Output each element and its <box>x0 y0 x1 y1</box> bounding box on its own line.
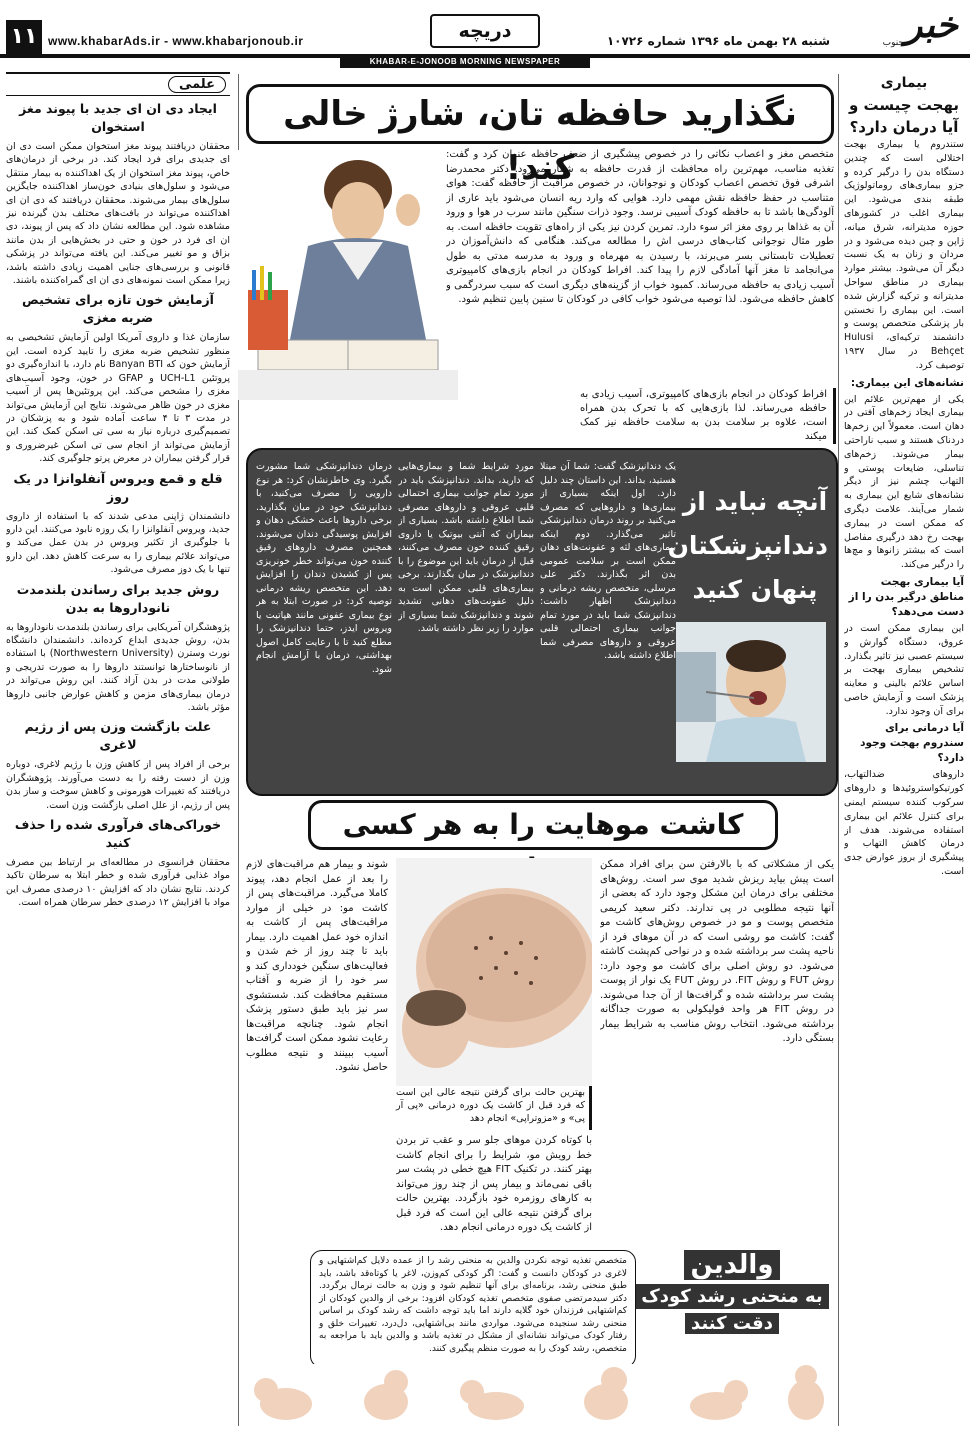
logo-word: خبر <box>905 4 958 46</box>
column-divider <box>838 74 839 1426</box>
behcet-column <box>844 72 964 1424</box>
growth-title-line: دقت کنند <box>685 1313 779 1334</box>
article-body: محققان دریافتند پیوند مغز استخوان ممکن است دی ان ای جدیدی برای فرد ایجاد کند. در برخی از درمان‌های خاص، پیوند مغز استخوان از یک اهداکننده به بیمار منتقل می‌شود و سلول‌های بنیادی خون‌ساز اهداکننده جایگزین سلول‌های بیمار می‌شوند. محققان دریافتند که دی ان ای اهداکننده می‌تواند در بافت‌های مختلف بدن گیرنده نیز مشاهده شود. این مطالعه نشان داد که پس از پیوند، دی ان ای فرد در خون و حتی در بخش‌هایی از بدن مانند بزاق و مو تغییر می‌کند. این یافته می‌تواند در پزشکی قانونی و بررسی‌های جنایی اهمیت زیادی داشته باشد، زیرا ممکن است نمونه‌های دی ان ای گمراه‌کننده باشند. <box>6 141 230 287</box>
memory-caption: افراط کودکان در انجام بازی‌های کامپیوتری، آسیب زیادی به حافظه می‌رساند. لذا بازی‌هایی که با تحرک بدن همراه است، علاوه بر سلامت بدن به سلامت حافظه نیز کمک میکند <box>580 388 836 444</box>
memory-body: متخصص مغز و اعصاب نکاتی را در خصوص پیشگیری از ضعف حافظه عنوان کرد و گفت: تغذیه مناسب، مهم‌ترین راه محافظت از قدرت حافظه به شمار می‌رود. دکتر محمدرضا اشرفی فوق تخصص اعصاب کودکان و نوجوانان، در خصوص مراقبت از حافظه گفت: هوای متناسب در حفظ حافظه نقش مهمی دارد. هوایی که وارد ریه انسان می‌شود باید عاری از آلودگی‌ها باشد تا به حافظه کودک آسیبی نرسد. وجود ذرات سنگین مانند سرب در هوا و ورود آن به غذاها بر روی مغز اثر سوء دارد. تمرین کردن نیز یکی از راه‌های تقویت حافظه است. به طور مثال نوجوانی کتاب‌های درسی اش را مطالعه می‌کند. هنگامی که دانش‌آموزان در تعطیلات تابستانی بسر می‌برند، با رسیدن به مهرماه و ورود به مدرسه مدتی به طول می‌انجامد تا مغز آنها آمادگی لازم را پیدا کند. افراط کودکان در انجام بازی‌های کامپیوتری آسیب زیادی به حافظه می‌رساند. کمبود خواب از گزینه‌های دیگری است که سبب سردرگمی و کاهش حافظه می‌شود. لذا توصیه می‌شود خواب کافی در کودکان تا سنین پایین تنظیم شود. <box>446 149 834 305</box>
logo-sub: جنوب <box>882 38 904 48</box>
implant-headline <box>308 800 778 850</box>
behcet-body: ستندروم یا بیماری بهجت اختلالی است که چندین دستگاه بدن را درگیر کرده و جزو بیماری‌های روماتولوژیک طبقه بندی می‌شود. این بیماری اغلب در کشورهای حوزه مدیترانه، شرق میانه، ژاپن و چین دیده می‌شود و در مردان و زنان به یک نسبت دیگر آن می‌شود. بیشتر موارد بیماری در مناطق سواحل مدیترانه و ترکیه گزارش شده است. این بیماری را نخستین بار پزشکی متخصص پوست و دانشمند ترکیه‌ای، Hulusi Behçet در سال ۱۹۳۷ توصیف کرد. <box>844 139 964 371</box>
site-urls[interactable]: www.khabarAds.ir - www.khabarjonoub.ir <box>48 34 304 48</box>
dentist-col: یک دندانپزشک گفت: شما آن میتلا هستید، بداند. این داستان چند دلیل دارد. اول اینکه بسیاری از بیماری‌ها و داروهایی که مصرف می‌کنید بر روند درمان دندانپزشکی تاثیر می‌گذارد. دوم اینکه بیماری‌های لثه و عفونت‌های دهان ممکن است بر سلامت عمومی بدن اثر بگذارند. دکتر علی مرسلی، متخصص ریشه درمانی و دندانپزشک اظهار داشت: دندانپزشک شما باید در مورد تمام جوانب بیماری احتمالی قلبی عروقی و داروهای مصرفی شما اطلاع داشته باشد. <box>540 461 676 661</box>
article-title: علت بازگشت وزن پس از رژیم لاغری <box>24 719 212 753</box>
dentist-box <box>246 448 838 796</box>
implant-body-right: یکی از مشکلاتی که با بالارفتن سن برای افراد ممکن است پیش بیاید ریزش شدید موی سر است. روش‌های مختلفی برای درمان این مشکل وجود دارد که بعضی از آنها نتیجه مطلوبی در پی ندارند. دکتر سعید کریمی متخصص پوست و مو در خصوص روش‌های کاشت مو گفت: کاشت مو روشی است که در آن موهای فرد از ناحیه پشت سر برداشته شده و در نواحی کم‌پشت کاشته می‌شود. دو روش اصلی برای کاشت مو وجود دارد: روش FUT و روش FIT. در روش FUT یک نوار از پوست پشت سر برداشته شده و گرافت‌ها از آن جدا می‌شوند. در روش FIT هر واحد فولیکولی به صورت جداگانه برداشته می‌شود. انتخاب روش مناسب به شرایط بیمار بستگی دارد. <box>600 859 834 1044</box>
english-strip: KHABAR-E-JONOOB MORNING NEWSPAPER <box>340 56 590 68</box>
memory-headline-text: نگذارید حافظه تان، شارژ خالی کند! <box>283 94 797 188</box>
babies-photo <box>246 1364 834 1424</box>
issue-date: شنبه ۲۸ بهمن ماه ۱۳۹۶ شماره ۱۰۷۲۶ <box>606 34 830 48</box>
behcet-subhead: آیا درمانی برای سندروم بهجت وجود دارد؟ <box>860 722 964 765</box>
article-body: دانشمندان ژاپنی مدعی شدند که با استفاده از داروی جدید، ویروس آنفلوانزا را یک روزه نابود می‌کنند. این دارو با جلوگیری از تکثیر ویروس در بدن عمل می‌کند و می‌تواند علائم بیماری را به سرعت کاهش دهد. این دارو تنها با یک دوز مصرف می‌شود. <box>6 510 230 576</box>
behcet-body: این بیماری ممکن است در عروق، دستگاه گوارش و سیستم عصبی نیز تاثیر بگذارد. تشخیص بیماری بهجت بر اساس علائم بالینی و معاینه پزشک است و آزمایش خاصی برای آن وجود ندارد. <box>844 622 964 717</box>
science-badge <box>6 72 230 96</box>
article-title: ایجاد دی ان ای جدید با پیوند مغز استخوان <box>19 101 217 134</box>
article-title: قلع و قمع ویروس آنفلوانزا در یک روز <box>13 470 223 504</box>
growth-title-line: به منحنی رشد کودک <box>635 1284 828 1309</box>
section-title: دریچه <box>430 14 540 48</box>
growth-article <box>246 1246 834 1424</box>
page-number: ۱۱ <box>6 20 42 54</box>
growth-title-line: والدین <box>684 1250 779 1280</box>
implant-caption: بهترین حالت برای گرفتن نتیجه عالی این است که فرد قبل از کاشت یک دوره درمانی «پی آر پی» و «مزوتراپی» انجام دهد <box>396 1086 592 1130</box>
behcet-title-1: بیماری <box>880 75 928 91</box>
masthead <box>0 0 970 70</box>
boy-reading-photo <box>238 150 458 400</box>
implant-body-left: شوند و بیمار هم مراقبت‌های لازم را بعد از عمل انجام دهد، پیوند کاملا می‌گیرد. مراقبت‌های پس از کاشت مو: در خیلی از موارد مراقبت‌های پس از کاشت به اندازه خود عمل اهمیت دارد. بیمار باید تا چند روز از خم شدن و فعالیت‌های سنگین خودداری کند و سر خود را از ضربه و آفتاب مستقیم محافظت کند. شستشوی سر نیز باید طبق دستور پزشک انجام شود. چنانچه مراقبت‌ها رعایت نشود ممکن است گرافت‌ها آسیب ببینند و نتیجه مطلوب حاصل نشود. <box>246 859 388 1073</box>
article-title: خوراکی‌های فرآوری شده را حذف کنید <box>14 817 222 851</box>
growth-title <box>634 1250 830 1334</box>
dentist-patient-photo <box>676 622 826 762</box>
science-column <box>6 72 230 1424</box>
dentist-col: درمان دندانپزشکی شما مشورت بگیرد. وی خاطرنشان کرد: هر نوع دارویی را مصرف می‌کنید، با دندانپزشک خود در میان بگذارید. برخی داروها باعث خشکی دهان و افزایش پوسیدگی دندان می‌شوند. همچنین مصرف داروهای رقیق کننده خون می‌تواند خطر خونریزی پس از کشیدن دندان را افزایش دهد. این متخصص ریشه درمانی توصیه کرد: در صورت ابتلا به هر نوع بیماری عفونی مانند هپاتیت یا ویروس ایدز، حتما دندانپزشک را مطلع کنید تا با رعایت کامل اصول بهداشتی، درمان با آرامش انجام شود. <box>256 461 392 675</box>
article-title: روش جدید برای رساندن بلندمدت نانوداروها به بدن <box>16 581 220 615</box>
behcet-subhead: نشانه‌های این بیماری: <box>850 376 964 389</box>
growth-body: متخصص تغذیه توجه نکردن والدین به منحنی رشد را از عمده دلایل کم‌اشتهایی و لاغری در کودکان دانست و گفت: اگر کودکی کم‌وزن، لاغر یا کوتاه‌قد باشد، باید طبق منحنی رشد، برنامه‌ای برای آنها تنظیم شود و وزن به حالت نرمال برگردد. دکتر سیدمرتضی صفوی متخصص تغذیه کودکان افزود: برخی از والدین کودکان از کم‌اشتهایی فرزندان خود گلایه دارند اما باید توجه داشت که رشد کودک بر اساس منحنی رشد سنجیده می‌شود. مواردی مانند بی‌اشتهایی، دل‌درد، تغییرات خلق و رفتار کودک می‌تواند نشانه‌ای از مشکل در تغذیه باشد و والدین باید با مراجعه به متخصص، رشد کودک را به صورت منظم پیگیری کنند. <box>310 1250 636 1368</box>
behcet-title-2: بهجت چیست و آیا درمان دارد؟ <box>848 96 960 136</box>
behcet-body: داروهای ضدالتهاب، کورتیکواستروئیدها و داروهای سرکوب کننده سیستم ایمنی برای کنترل علائم این بیماری استفاده می‌شوند. هدف از درمان کاهش التهاب و پیشگیری از بروز عوارض جدی است. <box>844 769 964 878</box>
dentist-columns <box>256 460 676 790</box>
article-body: برخی از افراد پس از کاهش وزن با رژیم لاغری، دوباره وزن از دست رفته را به دست می‌آورند. پژوهشگران دریافتند که تغییرات هورمونی و کاهش سوخت و ساز بدن پس از رژیم، از علل اصلی بازگشت وزن است. <box>6 759 230 811</box>
article-body: پژوهشگران آمریکایی برای رساندن بلندمدت نانوداروها به بدن، روش جدیدی ابداع کرده‌اند. دانشمندان دانشگاه نورث وسترن (Northwestern University) با استفاده از نانوساختارها توانستند داروها را به صورت تدریجی و طولانی مدت در بدن آزاد کنند. این روش می‌تواند در درمان بیماری‌های مزمن و کاهش عوارض جانبی داروها مؤثر باشد. <box>6 621 230 713</box>
behcet-body: یکی از مهم‌ترین علائم این بیماری ایجاد زخم‌های آفتی در دهان است. معمولاً این زخم‌ها دردناک هستند و سبب ناراحتی بیمار می‌شوند. زخم‌های تناسلی، ضایعات پوستی و التهاب چشم نیز از دیگر نشانه‌های شایع این بیماری به شمار می‌آیند. علامت دیگری که ممکن است در بیماری بهجت رخ دهد درگیری مفاصل است که بیشتر زانوها و مچ‌ها را درگیر می‌کند. <box>844 393 964 571</box>
dentist-title: آنچه نباید از دندانپزشکتان پنهان کنید <box>667 487 828 604</box>
implant-body-mid: با کوتاه کردن موهای جلو سر و عقب تر بردن خط رویش مو، شرایط را برای انجام کاشت بهتر کنند. در تکنیک FIT هیچ خطی در پشت سر باقی نمی‌ماند و بیمار پس از چند روز می‌تواند به کارهای روزمره خود بازگردد. بهترین حالت برای گرفتن نتیجه عالی این است که فرد قبل از کاشت یک دوره درمانی انجام دهد. <box>396 1135 592 1233</box>
memory-headline <box>246 84 834 188</box>
newspaper-logo <box>848 4 958 52</box>
science-badge-label: علمی <box>168 76 226 93</box>
dentist-col: مورد شرایط شما و بیماری‌هایی که دارید، بداند. دندانپزشک باید در مورد تمام جوانب بیماری احتمالی قلبی عروقی و داروهای مصرفی شما اطلاع داشته باشد. بسیاری از بیماران که آنتی بیوتیک یا داروی رقیق کننده خون مصرف می‌کنند، قبل از درمان باید این موضوع را با دندانپزشک در میان بگذارند. برخی بیماری‌های قلبی ممکن است به دلیل عفونت‌های دهانی تشدید شوند و دندانپزشک شما بسیاری از موارد را زیر نظر داشته باشد. <box>398 461 534 634</box>
behcet-subhead: آیا بیماری بهجت مناطق درگیر بدن را از دست می‌دهد؟ <box>848 575 964 618</box>
hair-implant-photo <box>396 858 592 1086</box>
article-body: محققان فرانسوی در مطالعه‌ای بر ارتباط بین مصرف مواد غذایی فرآوری شده و خطر ابتلا به سرطان تاکید کردند. نتایج نشان داد که افزایش ۱۰ درصدی مصرف این مواد با افزایش ۱۲ درصدی خطر سرطان همراه است. <box>6 857 230 909</box>
article-title: آزمایش خون تازه برای تشخیص ضربه مغزی <box>22 292 214 326</box>
implant-headline-text: کاشت موهایت را به هر کسی <box>342 808 744 841</box>
article-body: سازمان غذا و داروی آمریکا اولین آزمایش تشخیصی به منظور تشخیص ضربه مغزی را تایید کرده است. این آزمایش خون که Banyan BTI نام دارد، با اندازه‌گیری دو پروتئین UCH-L1 و GFAP در خون، وجود آسیب‌های مغزی را مشخص می‌کند. این پروتئین‌ها پس از آسیب مغزی در خون ظاهر می‌شوند. نتایج این آزمایش می‌تواند در مدت ۳ تا ۴ ساعت آماده شود و به پزشکان در تصمیم‌گیری درباره نیاز به سی تی اسکن کمک کند. این آزمایش می‌تواند از انجام سی تی اسکن غیرضروری و قرار گرفتن بیماران در معرض پرتو جلوگیری کند. <box>6 332 230 465</box>
